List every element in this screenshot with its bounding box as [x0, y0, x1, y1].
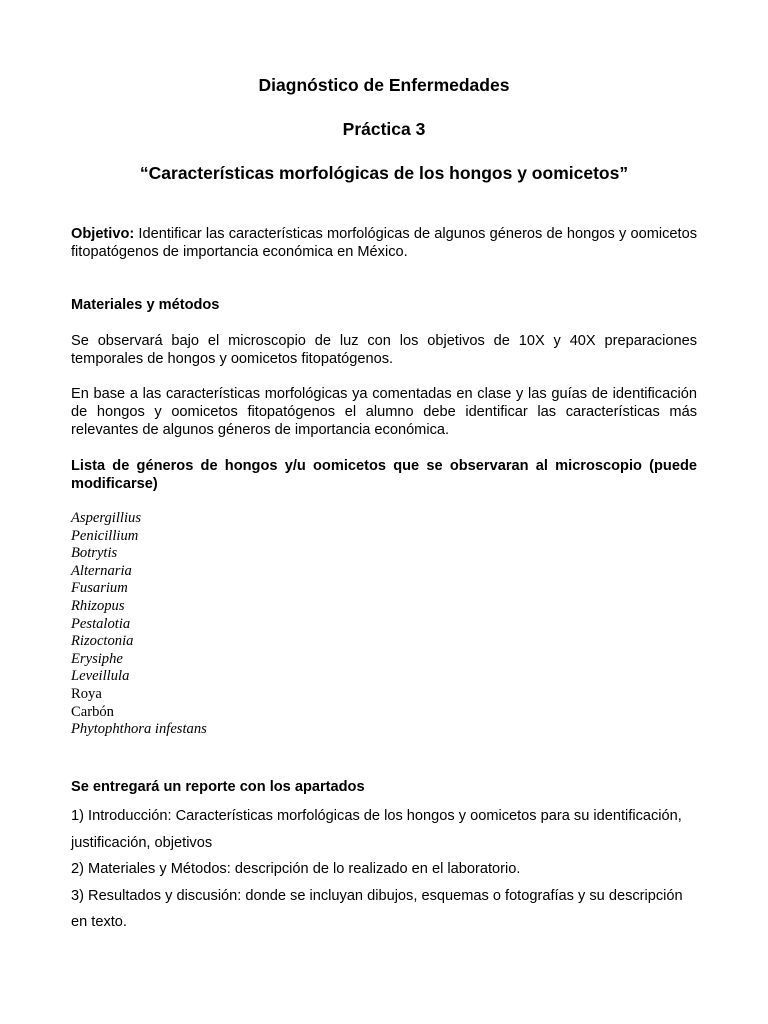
list-item: Rhizopus [71, 597, 125, 614]
practice-number: Práctica 3 [342, 119, 426, 139]
report-line: 2) Materiales y Métodos: descripción de lo realizado en el laboratorio. [71, 861, 521, 877]
list-item: Leveillula [71, 668, 130, 685]
list-item: Phytophthora infestans [71, 721, 207, 738]
practice-subtitle: “Características morfológicas de los hongos y oomicetos” [139, 163, 629, 183]
list-item: Rizoctonia [71, 633, 134, 650]
report-line: en texto. [71, 914, 127, 930]
list-item: Fusarium [71, 580, 128, 597]
genera-list-heading: Lista de géneros de hongos y/u oomicetos que se observaran al microscopio (puede modificarse) [71, 458, 697, 492]
list-item: Pestalotia [71, 615, 131, 632]
list-item: Alternaria [71, 562, 132, 579]
materials-heading: Materiales y métodos [71, 297, 220, 313]
list-item: Aspergillius [71, 510, 141, 526]
report-sections-list [71, 803, 697, 936]
objective-label: Objetivo: [71, 226, 135, 242]
materials-paragraph-2: En base a las características morfológicas ya comentadas en clase y las guías de identificación de hongos y oomicetos fitopatógenos el alumno debe identificar las características más relevantes de algunos géneros de importancia económica. [71, 386, 697, 438]
objective-paragraph [71, 225, 697, 261]
list-item: Roya [71, 685, 102, 702]
list-item: Carbón [71, 703, 114, 720]
objective-text: Identificar las características morfológicas de algunos géneros de hongos y oomicetos fitopatógenos de importancia económica en México. [71, 226, 697, 260]
list-item: Penicillium [71, 527, 139, 544]
genera-list [71, 510, 207, 739]
list-item: Erysiphe [71, 650, 123, 667]
report-heading: Se entregará un reporte con los apartados [71, 779, 365, 795]
report-line: 3) Resultados y discusión: donde se incluyan dibujos, esquemas o fotografías y su descripción [71, 887, 683, 904]
report-line: 1) Introducción: Características morfológicas de los hongos y oomicetos para su identificación, [71, 808, 682, 824]
report-line: justificación, objetivos [71, 834, 213, 851]
list-item: Botrytis [71, 545, 118, 562]
course-title: Diagnóstico de Enfermedades [258, 75, 510, 95]
materials-paragraph-1: Se observará bajo el microscopio de luz con los objetivos de 10X y 40X preparaciones temporales de hongos y oomicetos fitopatógenos. [71, 333, 697, 367]
